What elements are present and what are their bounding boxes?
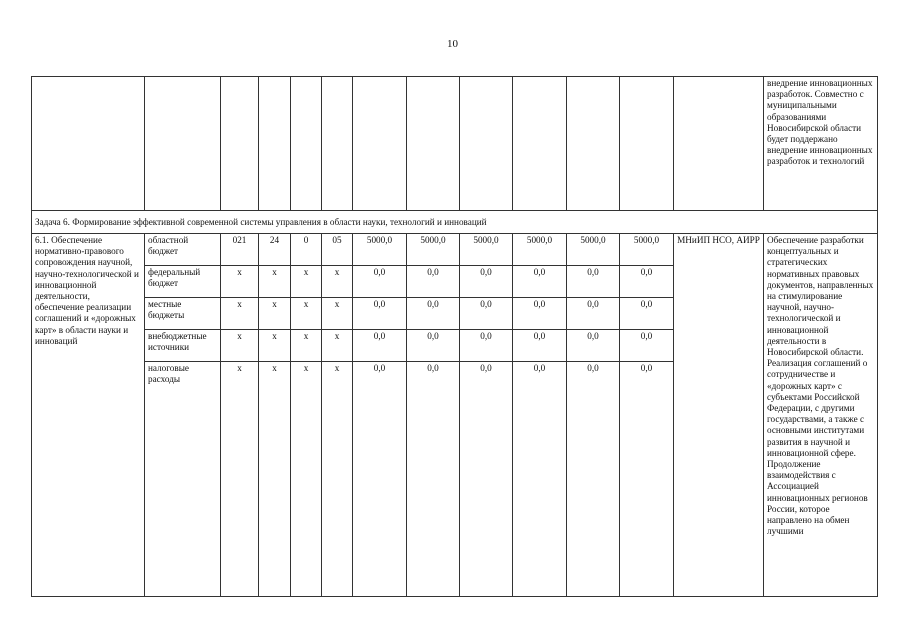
value-cell: 0,0 — [353, 362, 407, 597]
code-cell: х — [291, 298, 322, 330]
code-cell: х — [291, 362, 322, 597]
code-cell: х — [291, 266, 322, 298]
code-cell: х — [322, 266, 353, 298]
value-cell: 0,0 — [407, 362, 460, 597]
value-cell: 0,0 — [620, 362, 674, 597]
funding-source: налоговые расходы — [145, 362, 221, 597]
code-cell: 021 — [221, 234, 259, 266]
code-cell: х — [259, 298, 291, 330]
value-cell: 5000,0 — [407, 234, 460, 266]
measure-name: 6.1. Обеспечение нормативно-правового сопровождения научной, научно-технологической и инновационной деятельности, обеспечение реализации соглашений и «дорожных карт» в области науки и инноваций — [32, 234, 145, 597]
value-cell: 0,0 — [620, 330, 674, 362]
value-cell: 0,0 — [620, 298, 674, 330]
value-cell: 5000,0 — [513, 234, 567, 266]
value-cell: 0,0 — [353, 266, 407, 298]
program-table — [31, 76, 878, 597]
code-cell: х — [259, 330, 291, 362]
table-row — [32, 234, 878, 266]
code-cell: х — [221, 298, 259, 330]
code-cell: х — [322, 362, 353, 597]
code-cell: 05 — [322, 234, 353, 266]
value-cell: 0,0 — [460, 362, 513, 597]
value-cell: 5000,0 — [567, 234, 620, 266]
value-cell: 5000,0 — [620, 234, 674, 266]
code-cell: х — [259, 266, 291, 298]
value-cell: 0,0 — [513, 362, 567, 597]
value-cell: 0,0 — [567, 330, 620, 362]
value-cell: 5000,0 — [460, 234, 513, 266]
value-cell: 0,0 — [407, 298, 460, 330]
code-cell: х — [322, 330, 353, 362]
value-cell: 0,0 — [513, 330, 567, 362]
funding-source: внебюджетные источники — [145, 330, 221, 362]
value-cell: 0,0 — [407, 330, 460, 362]
task-row — [32, 211, 878, 234]
value-cell: 5000,0 — [353, 234, 407, 266]
code-cell: х — [291, 330, 322, 362]
value-cell: 0,0 — [513, 266, 567, 298]
value-cell: 0,0 — [567, 362, 620, 597]
expected-result: Обеспечение разработки концептуальных и стратегических нормативных правовых документов, направленных на стимулирование научной, научно-технологической и инновационной деятельности в Новосибирской области. Реализация соглашений о сотрудничестве и «дорожных карт» с субъектами Российской Федерации, с другими государствами, а также с основными институтами развития в научной и инновационной сфере. Продолжение взаимодействия с Ассоциацией инновационных регионов России, которое направлено на обмен лучшими — [764, 234, 878, 597]
code-cell: х — [221, 362, 259, 597]
value-cell: 0,0 — [620, 266, 674, 298]
funding-source: областной бюджет — [145, 234, 221, 266]
executor: МНиИП НСО, АИРР — [674, 234, 764, 597]
funding-source: местные бюджеты — [145, 298, 221, 330]
code-cell: 24 — [259, 234, 291, 266]
value-cell: 0,0 — [460, 266, 513, 298]
value-cell: 0,0 — [407, 266, 460, 298]
value-cell: 0,0 — [460, 330, 513, 362]
value-cell: 0,0 — [460, 298, 513, 330]
table-row-continuation — [32, 77, 878, 211]
funding-source: федеральный бюджет — [145, 266, 221, 298]
value-cell: 0,0 — [353, 330, 407, 362]
value-cell: 0,0 — [567, 266, 620, 298]
value-cell: 0,0 — [353, 298, 407, 330]
task-title: Задача 6. Формирование эффективной современной системы управления в области науки, технологий и инноваций — [32, 211, 878, 234]
code-cell: х — [221, 266, 259, 298]
value-cell: 0,0 — [567, 298, 620, 330]
expected-result-continued: внедрение инновационных разработок. Совместно с муниципальными образованиями Новосибирской области будет поддержано внедрение инновационных разработок и технологий — [764, 77, 878, 211]
code-cell: х — [322, 298, 353, 330]
page-number: 10 — [447, 38, 458, 50]
value-cell: 0,0 — [513, 298, 567, 330]
code-cell: 0 — [291, 234, 322, 266]
code-cell: х — [221, 330, 259, 362]
code-cell: х — [259, 362, 291, 597]
